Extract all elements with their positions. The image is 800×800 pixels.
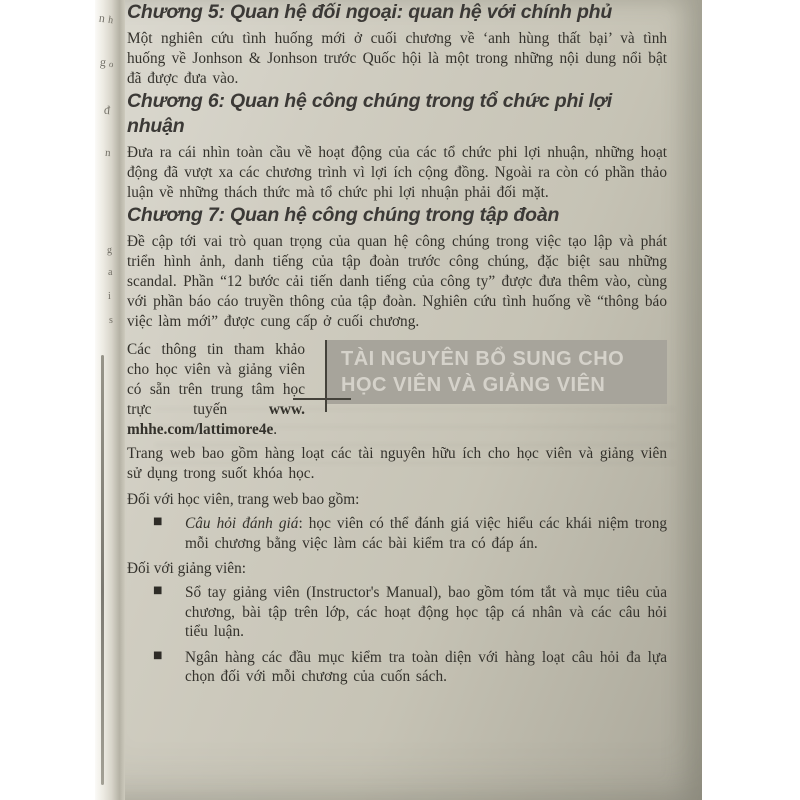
instructors-section-label: Đối với giảng viên: <box>127 560 246 577</box>
instructors-bullet-list <box>127 583 667 687</box>
page-edge-text-fragment: i <box>108 291 111 302</box>
website-description: Trang web bao gồm hàng loạt các tài nguyên hữu ích cho học viên và giảng viên sử dụng trong suốt khóa học. <box>127 445 667 482</box>
page-edge-text-fragment: n <box>104 146 111 160</box>
chapter7-summary: Đề cập tới vai trò quan trọng của quan hệ công chúng trong việc tạo lập và phát triển hình ảnh, danh tiếng của tập đoàn trước công chúng, đặc biệt sau những scandal. Phần “12 bước cải tiến danh tiếng của công ty” được đưa thêm vào, cùng với phần báo cáo truyền thông của tập đoàn. Nghiên cứu tình huống về “thông báo việc làm mới” được cung cấp ở cuối chương. <box>127 233 667 330</box>
resource-url-www: www. <box>268 401 305 418</box>
book-page <box>95 0 702 800</box>
resource-url-period: . <box>273 421 278 438</box>
crop-mark-vertical <box>325 340 327 412</box>
page-edge-text-fragment: n <box>98 10 106 26</box>
bullet-square-icon: ■ <box>153 516 163 527</box>
resources-intro-paragraph <box>127 340 305 440</box>
resource-url-domain: mhhe.com/lattimore4e <box>127 421 274 438</box>
list-item <box>127 648 667 687</box>
resources-intro-text: Các thông tin tham khảo cho học viên và giảng viên có sẵn trên trung tâm học trực tuyến <box>127 341 305 418</box>
resources-intro-row <box>127 340 667 440</box>
resources-banner-area <box>317 340 667 440</box>
page-text-column <box>127 0 667 687</box>
page-edge-text-fragment: g <box>107 245 112 256</box>
page-edge-text-fragment: s <box>109 315 113 326</box>
banner-line-2: HỌC VIÊN VÀ GIẢNG VIÊN <box>341 374 606 396</box>
crop-mark-horizontal <box>293 398 351 400</box>
chapter6-heading: Chương 6: Quan hệ công chúng trong tổ chức phi lợi nhuận <box>127 90 612 137</box>
list-item <box>127 583 667 642</box>
instructor-bullet-text: Ngân hàng các đầu mục kiểm tra toàn diện với hàng loạt câu hỏi đa lựa chọn đối với mỗi chương của cuốn sách. <box>185 648 667 685</box>
banner-line-1: TÀI NGUYÊN BỔ SUNG CHO <box>341 348 625 370</box>
chapter5-summary: Một nghiên cứu tình huống mới ở cuối chương về ‘anh hùng thất bại’ và tình huống về Jonhson & Jonhson trước Quốc hội là một trong những nội dung nổi bật đã được đưa vào. <box>127 30 667 87</box>
bullet-square-icon: ■ <box>153 585 163 596</box>
student-bullet-lead: Câu hỏi đánh giá <box>185 515 299 532</box>
page-edge-text-fragment: h <box>107 14 115 27</box>
chapter7-heading: Chương 7: Quan hệ công chúng trong tập đoàn <box>127 204 560 226</box>
students-bullet-list <box>127 514 667 553</box>
chapter5-heading: Chương 5: Quan hệ đối ngoại: quan hệ với chính phủ <box>127 1 613 23</box>
chapter6-summary: Đưa ra cái nhìn toàn cầu về hoạt động của các tổ chức phi lợi nhuận, những hoạt động đã vượt xa các chương trình vì lợi ích cộng đồng. Ngoài ra còn có phần thảo luận về những thách thức mà tổ chức phi lợi nhuận phải đối mặt. <box>127 144 667 201</box>
student-bullet-rest: : học viên có thể đánh giá việc hiểu các khái niệm trong mỗi chương bằng việc làm các bài kiểm tra có đáp án. <box>185 515 667 552</box>
bullet-square-icon: ■ <box>153 649 163 661</box>
resources-banner <box>325 340 667 404</box>
list-item <box>127 514 667 553</box>
page-crease-shadow <box>101 355 104 785</box>
instructor-bullet-text: Sổ tay giảng viên (Instructor's Manual), bao gồm tóm tắt và mục tiêu của chương, bài tập trên lớp, các hoạt động học tập cá nhân và các câu hỏi tiểu luận. <box>185 584 667 640</box>
page-edge-text-fragment: đ <box>103 102 111 118</box>
students-section-label: Đối với học viên, trang web bao gồm: <box>127 491 360 508</box>
page-edge-text-fragment: a <box>108 267 113 278</box>
page-edge-text-fragment: g <box>99 54 107 70</box>
page-edge-text-fragment: o <box>108 58 115 70</box>
page-gutter-edge <box>95 0 125 800</box>
